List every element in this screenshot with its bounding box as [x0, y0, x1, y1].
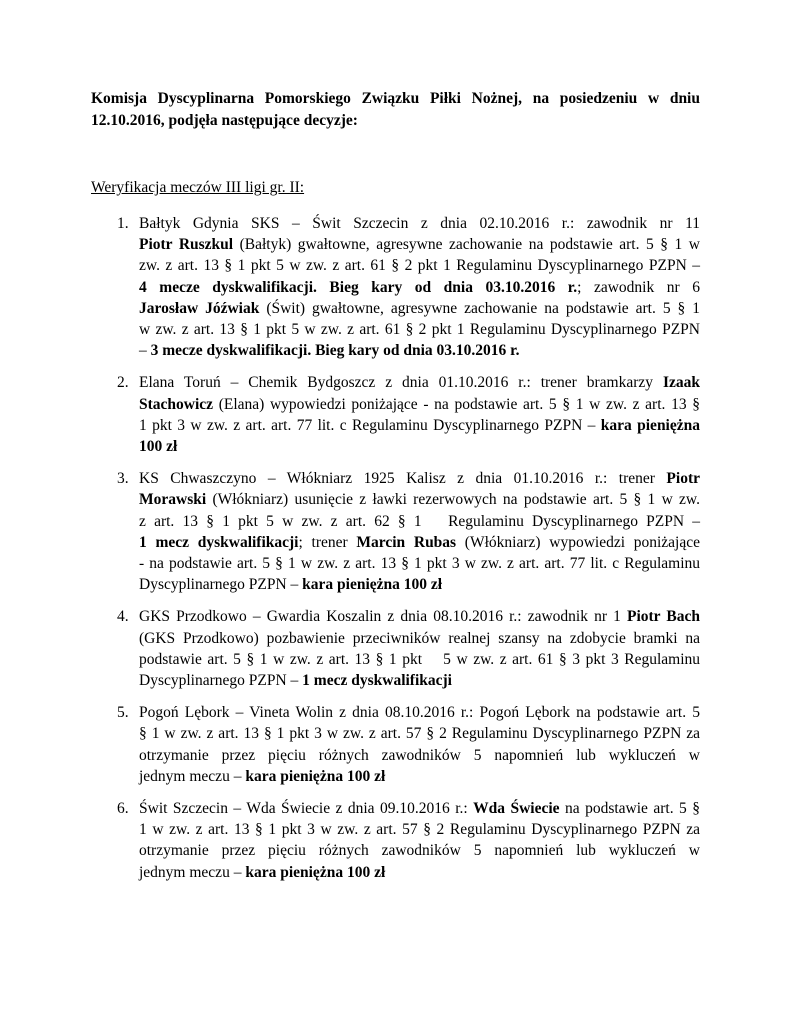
decision-text: na podstawie art. 5 §	[559, 800, 700, 818]
decision-line	[139, 298, 700, 319]
decision-item	[91, 798, 700, 883]
decision-item	[91, 468, 700, 595]
decision-text: Regulaminu Dyscyplinarnego PZPN –	[448, 512, 701, 530]
match-description: Pogoń Lębork – Vineta Wolin z dnia 08.10.2016 r.: Pogoń Lębork na podstawie art. 5	[139, 704, 700, 722]
match-description: Świt Szczecin – Wda Świecie z dnia 09.10.2016 r.:	[139, 800, 474, 818]
decision-line	[139, 277, 700, 298]
penalty: kara pieniężna 100 zł	[245, 863, 386, 881]
decision-line	[139, 723, 700, 744]
decision-text: Dyscyplinarnego PZPN –	[139, 576, 303, 594]
decision-item	[91, 606, 700, 691]
decision-line	[139, 372, 700, 393]
coach-name: Stachowicz	[139, 395, 214, 413]
decision-line	[139, 255, 700, 276]
decision-text: (Włókniarz) wypowiedzi poniżające	[456, 533, 700, 551]
penalty: 1 mecz dyskwalifikacji	[302, 672, 452, 690]
section-title-text: Weryfikacja meczów III ligi gr. II:	[91, 179, 305, 196]
penalty: 3 mecze dyskwalifikacji. Bieg kary od dnia 03.10.2016 r.	[150, 342, 520, 360]
decision-text: otrzymanie przez pięciu różnych zawodników 5 napomnień lub wykluczeń w	[139, 746, 700, 764]
decision-number: 4.	[117, 608, 129, 626]
player-name: Piotr Bach	[627, 608, 700, 626]
decision-line	[139, 702, 700, 723]
decision-line	[139, 213, 700, 234]
penalty: 1 mecz dyskwalifikacji	[139, 533, 299, 551]
decision-text: § 1 w zw. z art. 13 § 1 pkt 3 w zw. z art. 57 § 2 Regulaminu Dyscyplinarnego PZPN za	[139, 725, 700, 743]
decision-line	[139, 840, 700, 861]
tab-gap	[430, 525, 440, 526]
decision-text: Dyscyplinarnego PZPN –	[139, 672, 303, 690]
decision-number: 3.	[117, 470, 129, 488]
decision-text: (Świt) gwałtowne, agresywne zachowanie na podstawie art. 5 § 1	[259, 299, 700, 317]
decision-line	[139, 670, 700, 691]
decision-text: (GKS Przodkowo) pozbawienie przeciwników realnej szansy na zdobycie bramki na	[139, 629, 700, 647]
penalty: kara pieniężna 100 zł	[302, 576, 443, 594]
penalty: kara pieniężna	[600, 416, 700, 434]
decision-text: –	[139, 342, 151, 360]
decision-text: zw. z art. 13 § 1 pkt 5 w zw. z art. 61 § 2 pkt 1 Regulaminu Dyscyplinarnego PZPN –	[139, 257, 700, 275]
decision-line	[139, 234, 700, 255]
decision-text: (Włókniarz) usunięcie z ławki rezerwowych na podstawie art. 5 § 1 w zw.	[206, 491, 700, 509]
decision-text: (Elana) wypowiedzi poniżające - na podstawie art. 5 § 1 w zw. z art. 13 §	[213, 395, 700, 413]
decision-line	[139, 532, 700, 553]
match-description: GKS Przodkowo – Gwardia Koszalin z dnia 08.10.2016 r.: zawodnik nr 1	[139, 608, 627, 626]
decision-line	[139, 649, 700, 670]
coach-name: Piotr	[666, 470, 700, 488]
decision-line	[139, 489, 700, 510]
decision-line	[139, 553, 700, 574]
player-name: Jarosław Jóźwiak	[139, 299, 260, 317]
match-description: KS Chwaszczyno – Włókniarz 1925 Kalisz z dnia 01.10.2016 r.: trener	[139, 470, 667, 488]
decision-number: 6.	[117, 800, 129, 818]
match-description: Bałtyk Gdynia SKS – Świt Szczecin z dnia 02.10.2016 r.: zawodnik nr 11	[139, 215, 700, 232]
decision-line	[139, 468, 700, 489]
match-description: Elana Toruń – Chemik Bydgoszcz z dnia 01.10.2016 r.: trener bramkarzy	[139, 374, 663, 392]
decision-list	[91, 213, 700, 883]
document-heading	[91, 88, 700, 132]
decision-text: jednym meczu –	[139, 863, 246, 881]
decision-number: 1.	[117, 215, 129, 232]
penalty: kara pieniężna 100 zł	[245, 767, 386, 785]
document-content	[91, 88, 700, 894]
decision-text: 1 pkt 3 w zw. z art. art. 77 lit. c Regulaminu Dyscyplinarnego PZPN –	[139, 416, 601, 434]
heading-line: 12.10.2016, podjęła następujące decyzje:	[91, 112, 358, 129]
penalty: 4 mecze dyskwalifikacji. Bieg kary od dnia 03.10.2016 r.	[139, 278, 578, 296]
player-name: Piotr Ruszkul	[139, 236, 234, 254]
decision-text: jednym meczu –	[139, 767, 246, 785]
decision-text: podstawie art. 5 § 1 w zw. z art. 13 § 1 pkt	[139, 650, 423, 668]
decision-line	[139, 415, 700, 436]
decision-item	[91, 702, 700, 787]
decision-line	[139, 628, 700, 649]
decision-item	[91, 372, 700, 457]
club-name: Wda Świecie	[473, 800, 560, 818]
decision-line	[139, 394, 700, 415]
decision-text: z art. 13 § 1 pkt 5 w zw. z art. 62 § 1	[139, 512, 422, 530]
decision-text: 5 w zw. z art. 61 § 3 pkt 3 Regulaminu	[443, 650, 701, 668]
decision-item	[91, 213, 700, 361]
decision-text: w zw. z art. 13 § 1 pkt 5 w zw. z art. 61 § 2 pkt 1 Regulaminu Dyscyplinarnego PZPN	[139, 321, 700, 339]
decision-number: 5.	[117, 704, 129, 722]
penalty: 100 zł	[139, 438, 178, 456]
tab-gap	[428, 663, 438, 664]
decision-line	[139, 766, 700, 787]
decision-line	[139, 319, 700, 340]
decision-text: ; zawodnik nr 6	[577, 278, 700, 296]
decision-text: (Bałtyk) gwałtowne, agresywne zachowanie na podstawie art. 5 § 1 w	[233, 236, 701, 254]
decision-number: 2.	[117, 374, 129, 392]
decision-line	[139, 436, 700, 457]
decision-line	[139, 819, 700, 840]
decision-text: 1 w zw. z art. 13 § 1 pkt 3 w zw. z art. 57 § 2 Regulaminu Dyscyplinarnego PZPN za	[139, 821, 700, 839]
decision-line	[139, 745, 700, 766]
decision-line	[139, 798, 700, 819]
decision-line	[139, 574, 700, 595]
heading-line: Komisja Dyscyplinarna Pomorskiego Związku Piłki Nożnej, na posiedzeniu w dniu	[91, 90, 700, 107]
decision-line	[139, 862, 700, 883]
coach-name: Morawski	[139, 491, 207, 509]
section-title	[91, 177, 700, 199]
decision-text: ; trener	[298, 533, 357, 551]
decision-line	[139, 511, 700, 532]
coach-name: Marcin Rubas	[356, 533, 457, 551]
decision-text: - na podstawie art. 5 § 1 w zw. z art. 13 § 1 pkt 3 w zw. z art. art. 77 lit. c Regulaminu	[139, 555, 700, 573]
coach-name: Izaak	[662, 374, 700, 392]
decision-line	[139, 340, 700, 361]
decision-line	[139, 606, 700, 627]
decision-text: otrzymanie przez pięciu różnych zawodników 5 napomnień lub wykluczeń w	[139, 842, 700, 860]
